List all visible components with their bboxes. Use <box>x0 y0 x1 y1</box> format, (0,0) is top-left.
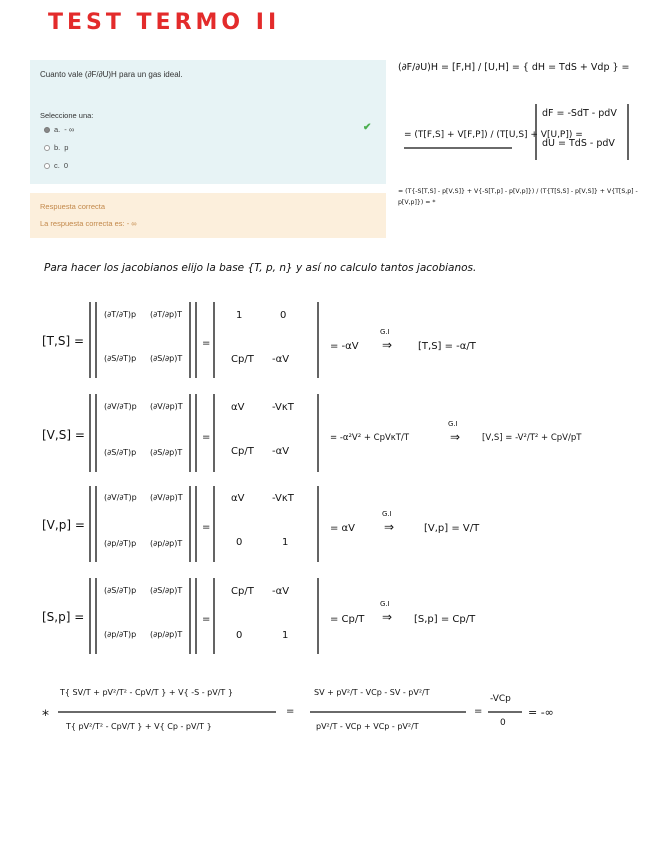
note-system-top: dF = -SdT - pdV <box>542 108 617 119</box>
equals-sign: = <box>286 706 295 717</box>
page-title: TEST TERMO II <box>48 10 281 35</box>
matrix-entry: (∂S/∂T)p <box>104 354 137 363</box>
matrix-entry: (∂T/∂p)T <box>150 310 183 319</box>
option-letter: a. <box>54 125 61 134</box>
equals-sign: = <box>202 614 211 625</box>
note-eq2: = (T[F,S] + V[F,P]) / (T[U,S] + V[U,P]) = <box>404 130 583 140</box>
note-eq1: (∂F/∂U)H = [F,H] / [U,H] = { dH = TdS + Vdp } = <box>398 62 630 73</box>
matrix-entry: (∂p/∂p)T <box>150 539 183 548</box>
matrix-entry: (∂S/∂p)T <box>150 354 183 363</box>
final-denominator-1: T{ pV²/T² - CpV/T } + V{ Cp - pV/T } <box>66 722 212 731</box>
jacobian-4-final: [S,p] = Cp/T <box>414 614 476 625</box>
jacobian-2-result: = -α²V² + CpVκT/T <box>330 433 410 443</box>
value-entry: 0 <box>236 630 243 641</box>
value-entry: Cp/T <box>231 446 254 457</box>
jacobian-3-final: [V,p] = V/T <box>424 523 480 534</box>
value-entry: -VκT <box>272 402 294 413</box>
implies-arrow: ⇒ <box>384 520 395 534</box>
equals-sign: = <box>202 522 211 533</box>
option-text: 0 <box>63 161 69 170</box>
value-entry: αV <box>231 402 245 413</box>
note-eq3: = (T{-S[T,S] - p[V,S]} + V{-S[T,p] - p[V,p]}) / (T{T[S,S] - p[V,S]} + V{T[S,p] - p[V,p]}) = * <box>398 188 638 206</box>
matrix-entry: (∂T/∂T)p <box>104 310 137 319</box>
gas-ideal-label: G.I <box>382 510 392 518</box>
jacobian-1-lhs: [T,S] = <box>42 334 84 348</box>
jacobian-4-lhs: [S,p] = <box>42 610 85 624</box>
value-entry: 0 <box>236 537 243 548</box>
final-result: = -∞ <box>528 706 554 719</box>
feedback-status: Respuesta correcta <box>40 202 106 211</box>
matrix-entry: (∂p/∂T)p <box>104 630 137 639</box>
value-entry: -αV <box>272 354 290 365</box>
value-entry: 0 <box>280 310 287 321</box>
value-entry: 1 <box>282 537 289 548</box>
implies-arrow: ⇒ <box>382 338 393 352</box>
matrix-entry: (∂S/∂T)p <box>104 586 137 595</box>
option-letter: b. <box>54 143 61 152</box>
note-system-bottom: dU = TdS - pdV <box>542 138 615 149</box>
final-numerator-2: SV + pV²/T - VCp - SV - pV²/T <box>314 688 430 697</box>
question-text: Cuanto vale (∂F/∂U)H para un gas ideal. <box>40 70 183 79</box>
value-entry: 1 <box>282 630 289 641</box>
jacobian-2-lhs: [V,S] = <box>42 428 85 442</box>
value-entry: -αV <box>272 446 290 457</box>
gas-ideal-label: G.I <box>448 420 458 428</box>
matrix-entry: (∂p/∂p)T <box>150 630 183 639</box>
option-text: p <box>64 143 69 152</box>
matrix-entry: (∂V/∂T)p <box>104 402 137 411</box>
equals-sign: = <box>202 338 211 349</box>
implies-arrow: ⇒ <box>450 430 461 444</box>
final-numerator-3: -VCp <box>490 694 511 704</box>
option-letter: c. <box>54 161 60 170</box>
implies-arrow: ⇒ <box>382 610 393 624</box>
final-denominator-3: 0 <box>500 718 506 728</box>
jacobian-3-result: = αV <box>330 523 355 534</box>
value-entry: -VκT <box>272 493 294 504</box>
gas-ideal-label: G.I <box>380 328 390 336</box>
gas-ideal-label: G.I <box>380 600 390 608</box>
select-label: Seleccione una: <box>40 111 94 120</box>
final-denominator-2: pV²/T - VCp + VCp - pV²/T <box>316 722 419 731</box>
equals-sign: = <box>474 706 483 717</box>
matrix-entry: (∂p/∂T)p <box>104 539 137 548</box>
value-entry: αV <box>231 493 245 504</box>
correct-answer-text: La respuesta correcta es: - ∞ <box>40 219 137 228</box>
matrix-entry: (∂V/∂p)T <box>150 493 183 502</box>
star-marker: * <box>42 708 49 724</box>
matrix-entry: (∂V/∂T)p <box>104 493 137 502</box>
value-entry: Cp/T <box>231 354 254 365</box>
jacobian-1-result: = -αV <box>330 341 359 352</box>
matrix-entry: (∂S/∂T)p <box>104 448 137 457</box>
value-entry: -αV <box>272 586 290 597</box>
matrix-entry: (∂S/∂p)T <box>150 448 183 457</box>
note-intro: Para hacer los jacobianos elijo la base {T, p, n} y así no calculo tantos jacobianos. <box>44 262 477 274</box>
matrix-entry: (∂V/∂p)T <box>150 402 183 411</box>
check-icon: ✔ <box>363 122 372 133</box>
jacobian-2-final: [V,S] = -V²/T² + CpV/pT <box>482 433 582 443</box>
matrix-entry: (∂S/∂p)T <box>150 586 183 595</box>
final-numerator-1: T{ SV/T + pV²/T² - CpV/T } + V{ -S - pV/T } <box>60 688 233 697</box>
jacobian-3-lhs: [V,p] = <box>42 518 85 532</box>
value-entry: 1 <box>236 310 243 321</box>
option-text: - ∞ <box>64 125 75 134</box>
equals-sign: = <box>202 432 211 443</box>
value-entry: Cp/T <box>231 586 254 597</box>
jacobian-4-result: = Cp/T <box>330 614 365 625</box>
jacobian-1-final: [T,S] = -α/T <box>418 341 476 352</box>
